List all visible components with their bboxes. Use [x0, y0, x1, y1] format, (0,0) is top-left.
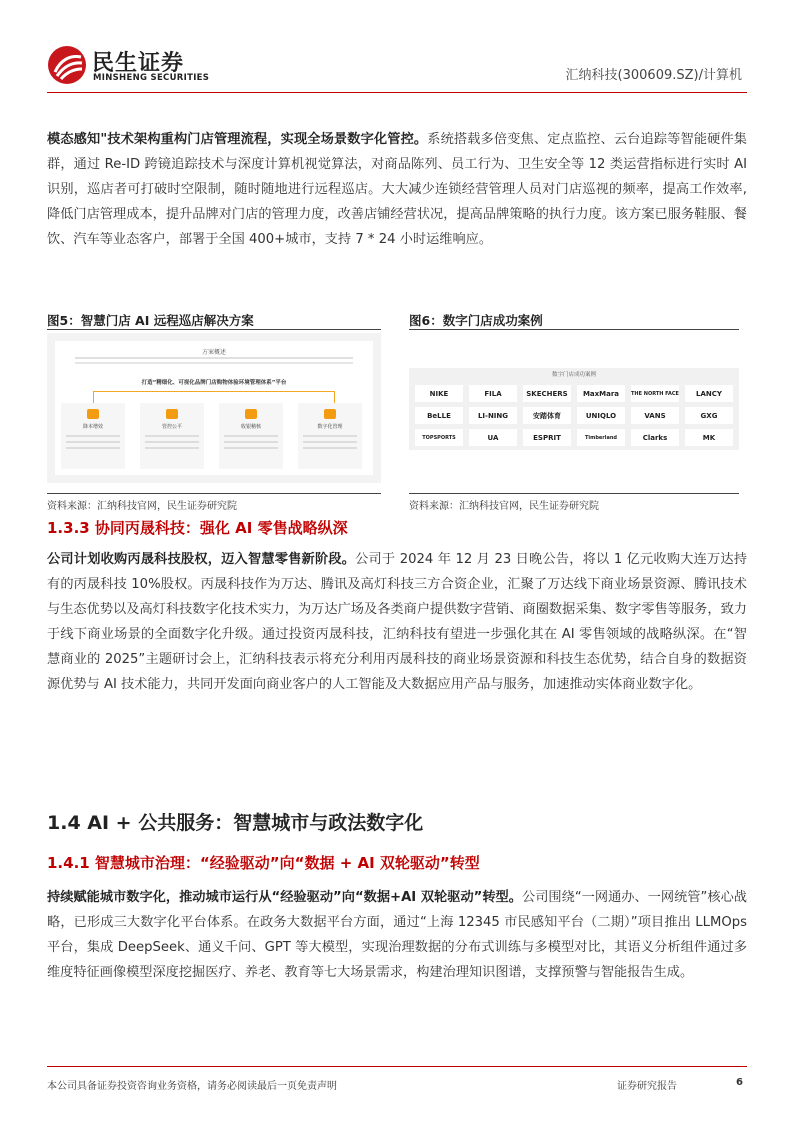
section-heading-133: 1.3.3 协同丙晟科技：强化 AI 零售战略纵深	[47, 519, 348, 537]
figure5-title: 图5：智慧门店 AI 远程巡店解决方案	[47, 313, 254, 328]
brand-logo: MaxMara	[577, 385, 625, 402]
figure6-inner-title: 数字门店成功案例	[551, 372, 596, 378]
figure5-card-label: 降本增效	[82, 424, 103, 430]
section133-paragraph	[47, 547, 747, 697]
figure6-image	[409, 368, 739, 450]
brand-logo: 安踏体育	[523, 407, 571, 424]
brand-logo: UNIQLO	[577, 407, 625, 424]
figure5-card	[219, 403, 283, 469]
brand-logo: BeLLE	[415, 407, 463, 424]
brand-logo: MK	[685, 429, 733, 446]
section141-paragraph	[47, 885, 747, 985]
brand-logo: LI-NING	[469, 407, 517, 424]
brand-logo: LANCY	[685, 385, 733, 402]
brand-logo: Timberland	[577, 429, 625, 446]
page-number: 6	[736, 1077, 743, 1088]
brand-logo: SKECHERS	[523, 385, 571, 402]
figure5-card	[298, 403, 362, 469]
brand-logo: UA	[469, 429, 517, 446]
brand-logo: TOPSPORTS	[415, 429, 463, 446]
figure6-bottom-rule	[409, 493, 739, 494]
company-name-cn: 民生证券	[92, 51, 185, 76]
section141-bold: 持续赋能城市数字化，推动城市运行从“经验驱动”向“数据+AI 双轮驱动”转型。	[47, 890, 522, 905]
footer-divider	[47, 1066, 747, 1067]
section-heading-141: 1.4.1 智慧城市治理：“经验驱动”向“数据 + AI 双轮驱动”转型	[47, 854, 480, 872]
cost-icon	[87, 409, 99, 419]
footer-disclaimer: 本公司具备证券投资咨询业务资格，请务必阅读最后一页免责声明	[47, 1081, 337, 1092]
figure6-top-rule	[409, 329, 739, 330]
cashier-icon	[245, 409, 257, 419]
intro-bold: 模态感知"技术架构重构门店管理流程，实现全场景数字化管控。	[47, 132, 428, 147]
section141-text: 公司围绕“一网通办、一网统管”核心战略，已形成三大数字化平台体系。在政务大数据平台方面，通过“上海 12345 市民感知平台（二期）”项目推出 LLMOps 平台，集成 DeepSeek、通义千问、GPT 等大模型，实现治理数据的分布式训练与多模型对比，其语义分析组件通过多维度特征画像模型深度挖掘医疗、养老、教育等七大场景需求，构建治理知识图谱，支撑预警与智能报告生成。	[47, 890, 747, 980]
figure5-card-label: 数字化管理	[317, 424, 343, 430]
figure5-bottom-rule	[47, 493, 381, 494]
figure5-source: 资料来源：汇纳科技官网，民生证券研究院	[47, 501, 237, 512]
brand-logo: VANS	[631, 407, 679, 424]
section-heading-14: 1.4 AI + 公共服务：智慧城市与政法数字化	[47, 812, 424, 834]
digital-icon	[324, 409, 336, 419]
figure5-card-label: 收银稽核	[240, 424, 261, 430]
brand-logo: GXG	[685, 407, 733, 424]
figure5-image	[47, 333, 381, 483]
brand-logo: ESPRIT	[523, 429, 571, 446]
figure5-desc-line	[75, 357, 353, 359]
intro-text: 系统搭载多倍变焦、定点监控、云台追踪等智能硬件集群，通过 Re-ID 跨镜追踪技术与深度计算机视觉算法，对商品陈列、员工行为、卫生安全等 12 类运营指标进行实时 AI 识别，巡店者可打破时空限制，随时随地进行远程巡店。大大减少连锁经营管理人员对门店巡视的频率，提高工作效率,降低门店管理成本，提升品牌对门店的管理力度，改善店铺经营状况，提高品牌策略的执行力度。该方案已服务鞋服、餐饮、汽车等业态客户，部署于全国 400+城市，支持 7 * 24 小时运维响应。	[47, 132, 747, 247]
header-divider	[47, 92, 747, 93]
brand-logo: NIKE	[415, 385, 463, 402]
figure6-title: 图6：数字门店成功案例	[409, 313, 543, 328]
figure5-card	[61, 403, 125, 469]
section133-bold: 公司计划收购丙晟科技股权，迈入智慧零售新阶段。	[47, 552, 356, 567]
brand-logo: FILA	[469, 385, 517, 402]
section133-text: 公司于 2024 年 12 月 23 日晚公告，将以 1 亿元收购大连万达持有的丙晟科技 10%股权。丙晟科技作为万达、腾讯及高灯科技三方合资企业，汇聚了万达线下商业场景资源、腾讯技术与生态优势以及高灯科技数字化技术实力，为万达广场及各类商户提供数字营销、商圈数据采集、数字零售等服务，致力于线下商业场景的全面数字化升级。通过投资丙晟科技，汇纳科技有望进一步强化其在 AI 零售领域的战略纵深。在“智慧商业的 2025”主题研讨会上，汇纳科技表示将充分利用丙晟科技的商业场景资源和科技生态优势，结合自身的数据资源优势与 AI 技术能力，共同开发面向商业客户的人工智能及大数据应用产品与服务，加速推动实体商业数字化。	[47, 552, 748, 692]
company-name-en: MINSHENG SECURITIES	[93, 73, 210, 83]
brand-logo: Clarks	[631, 429, 679, 446]
intro-paragraph	[47, 127, 747, 252]
report-subject: 汇纳科技(300609.SZ)/计算机	[565, 68, 742, 83]
brand-logo: THE NORTH FACE	[631, 385, 679, 402]
figure5-desc-line	[75, 362, 353, 364]
control-icon	[166, 409, 178, 419]
footer-report-type: 证券研究报告	[617, 1081, 677, 1092]
figure6-source: 资料来源：汇纳科技官网，民生证券研究院	[409, 501, 599, 512]
figure5-card	[140, 403, 204, 469]
figure5-top-rule	[47, 329, 381, 330]
figure5-card-label: 管控公平	[161, 424, 182, 430]
figure5-inner-title: 方案概述	[201, 349, 226, 356]
figure5-banner: 打造“精细化、可视化品牌门店购物体验环境管理体系”平台	[141, 380, 287, 386]
minsheng-logo-icon	[47, 45, 87, 85]
